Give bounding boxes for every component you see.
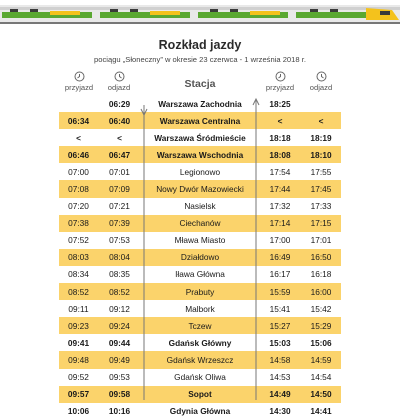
station-cell: Gdańsk Oliwa (174, 372, 226, 383)
return-departure-cell: 17:45 (310, 184, 332, 195)
return-arrival-cell: 17:14 (269, 218, 291, 229)
return-departure-cell: 15:42 (310, 303, 332, 314)
table-row (59, 232, 341, 249)
table-row (59, 198, 341, 215)
station-cell: Gdańsk Wrzeszcz (166, 354, 234, 365)
return-departure-cell: 18:19 (310, 132, 332, 143)
arrival-left-header (59, 71, 99, 92)
table-row (59, 180, 341, 197)
return-arrival-cell: 17:00 (269, 235, 291, 246)
return-arrival-cell: 16:49 (269, 252, 291, 263)
arrival-cell: 07:00 (68, 166, 89, 177)
train-banner (0, 2, 400, 26)
arrival-cell: 09:23 (68, 320, 89, 331)
return-arrival-cell: 14:53 (269, 372, 291, 383)
arrival-cell: 09:41 (67, 337, 90, 348)
table-row (59, 146, 341, 163)
return-arrival-cell: 14:49 (269, 389, 291, 400)
clock-departure-icon (114, 71, 125, 82)
page-title: Rozkład jazdy (158, 38, 242, 52)
departure-cell: 08:04 (109, 252, 130, 263)
return-departure-cell: 16:18 (310, 269, 332, 280)
station-cell: Nowy Dwór Mazowiecki (156, 184, 244, 195)
arrival-cell: < (76, 132, 81, 143)
departure-cell: 06:29 (108, 98, 131, 109)
arrival-cell: 09:11 (68, 303, 89, 314)
return-arrival-cell: 14:58 (269, 354, 291, 365)
arrival-cell: 08:52 (68, 286, 89, 297)
departure-cell: 09:53 (109, 372, 130, 383)
return-arrival-cell: 18:25 (269, 98, 291, 109)
table-row (59, 129, 341, 146)
station-cell: Ciechanów (179, 218, 221, 229)
table-row (59, 403, 341, 420)
return-arrival-cell: 17:54 (269, 166, 291, 177)
return-arrival-cell: 18:08 (269, 149, 291, 160)
table-row (59, 351, 341, 368)
clock-departure-icon (316, 71, 327, 82)
return-departure-cell: 17:55 (310, 166, 332, 177)
station-cell: Działdowo (180, 252, 220, 263)
table-row (59, 95, 341, 112)
departure-cell: 07:21 (109, 201, 130, 212)
departure-cell: 06:40 (108, 115, 131, 126)
departure-cell: 09:24 (109, 320, 130, 331)
return-departure-cell: 14:50 (310, 389, 332, 400)
table-row (59, 283, 341, 300)
arrival-cell: 08:34 (68, 269, 89, 280)
direction-down-arrow-icon (140, 97, 148, 400)
return-arrival-cell: 17:32 (269, 201, 291, 212)
arrival-cell: 09:57 (67, 389, 90, 400)
table-row (59, 334, 341, 351)
departure-left-label: odjazd (107, 83, 131, 92)
departure-cell: 08:35 (109, 269, 130, 280)
table-row (59, 163, 341, 180)
departure-cell: 09:44 (108, 337, 131, 348)
arrival-cell: 07:08 (68, 184, 89, 195)
return-departure-cell: 15:06 (310, 337, 332, 348)
departure-cell: 09:49 (109, 354, 130, 365)
departure-cell: 09:58 (108, 389, 131, 400)
arrival-cell: 06:46 (67, 149, 90, 160)
clock-arrival-icon (74, 71, 85, 82)
departure-cell: 09:12 (109, 303, 130, 314)
station-cell: Gdynia Główna (169, 406, 231, 417)
direction-up-arrow-icon (252, 97, 260, 400)
return-departure-cell: 17:33 (310, 201, 332, 212)
return-departure-cell: 16:00 (310, 286, 332, 297)
departure-right-header (301, 71, 341, 92)
return-arrival-cell: 15:27 (269, 320, 291, 331)
table-row (59, 369, 341, 386)
departure-cell: 07:53 (109, 235, 130, 246)
return-arrival-cell: 15:59 (269, 286, 291, 297)
arrival-cell: 06:34 (67, 115, 90, 126)
station-cell: Tczew (188, 320, 212, 331)
return-departure-cell: 14:41 (310, 406, 332, 417)
page-subtitle: pociągu „Słoneczny” w okresie 23 czerwca - 1 września 2018 r. (94, 55, 306, 64)
arrival-right-label: przyjazd (265, 83, 295, 92)
departure-cell: 07:09 (109, 184, 130, 195)
departure-cell: 06:47 (108, 149, 131, 160)
station-cell: Nasielsk (184, 201, 216, 212)
arrival-cell: 10:06 (67, 406, 90, 417)
station-cell: Mława Miasto (174, 235, 226, 246)
return-departure-cell: 16:50 (310, 252, 332, 263)
station-cell: Sopot (188, 389, 212, 400)
station-cell: Malbork (185, 303, 215, 314)
return-arrival-cell: 14:30 (269, 406, 291, 417)
arrival-cell: 08:03 (68, 252, 89, 263)
arrival-cell: 07:20 (68, 201, 89, 212)
departure-cell: 10:16 (108, 406, 131, 417)
table-row (59, 249, 341, 266)
station-cell: Iława Główna (175, 269, 225, 280)
station-column-header: Stacja (184, 78, 216, 90)
return-arrival-cell: < (277, 115, 283, 126)
table-row (59, 300, 341, 317)
return-departure-cell: 17:01 (310, 235, 332, 246)
arrival-cell: 07:38 (68, 218, 89, 229)
table-row (59, 112, 341, 129)
return-arrival-cell: 18:18 (269, 132, 291, 143)
table-row (59, 215, 341, 232)
station-cell: Legionowo (179, 166, 221, 177)
clock-arrival-icon (275, 71, 286, 82)
table-row (59, 317, 341, 334)
return-departure-cell: 14:54 (310, 372, 332, 383)
return-departure-cell: < (318, 115, 324, 126)
station-cell: Prabuty (185, 286, 215, 297)
station-cell: Gdańsk Główny (168, 337, 232, 348)
return-arrival-cell: 17:44 (269, 184, 291, 195)
station-cell: Warszawa Śródmieście (154, 132, 246, 143)
departure-left-header (99, 71, 139, 92)
arrival-cell: 09:48 (68, 354, 89, 365)
return-departure-cell: 15:29 (310, 320, 332, 331)
station-cell: Warszawa Wschodnia (156, 149, 244, 160)
arrival-right-header (260, 71, 300, 92)
departure-cell: 07:39 (109, 218, 130, 229)
return-departure-cell: 14:59 (310, 354, 332, 365)
station-cell: Warszawa Zachodnia (158, 98, 242, 109)
timetable (59, 95, 341, 420)
return-departure-cell: 18:10 (310, 149, 332, 160)
arrival-cell: 07:52 (68, 235, 89, 246)
departure-cell: 07:01 (109, 166, 130, 177)
train-illustration (0, 2, 400, 26)
return-arrival-cell: 15:03 (269, 337, 291, 348)
arrival-cell: 09:52 (68, 372, 89, 383)
station-cell: Warszawa Centralna (159, 115, 241, 126)
return-arrival-cell: 15:41 (269, 303, 291, 314)
departure-cell: < (117, 132, 122, 143)
arrival-left-label: przyjazd (64, 83, 94, 92)
table-row (59, 386, 341, 403)
return-departure-cell: 17:15 (310, 218, 332, 229)
header (0, 38, 400, 64)
return-arrival-cell: 16:17 (269, 269, 291, 280)
table-row (59, 266, 341, 283)
departure-cell: 08:52 (109, 286, 130, 297)
departure-right-label: odjazd (309, 83, 333, 92)
